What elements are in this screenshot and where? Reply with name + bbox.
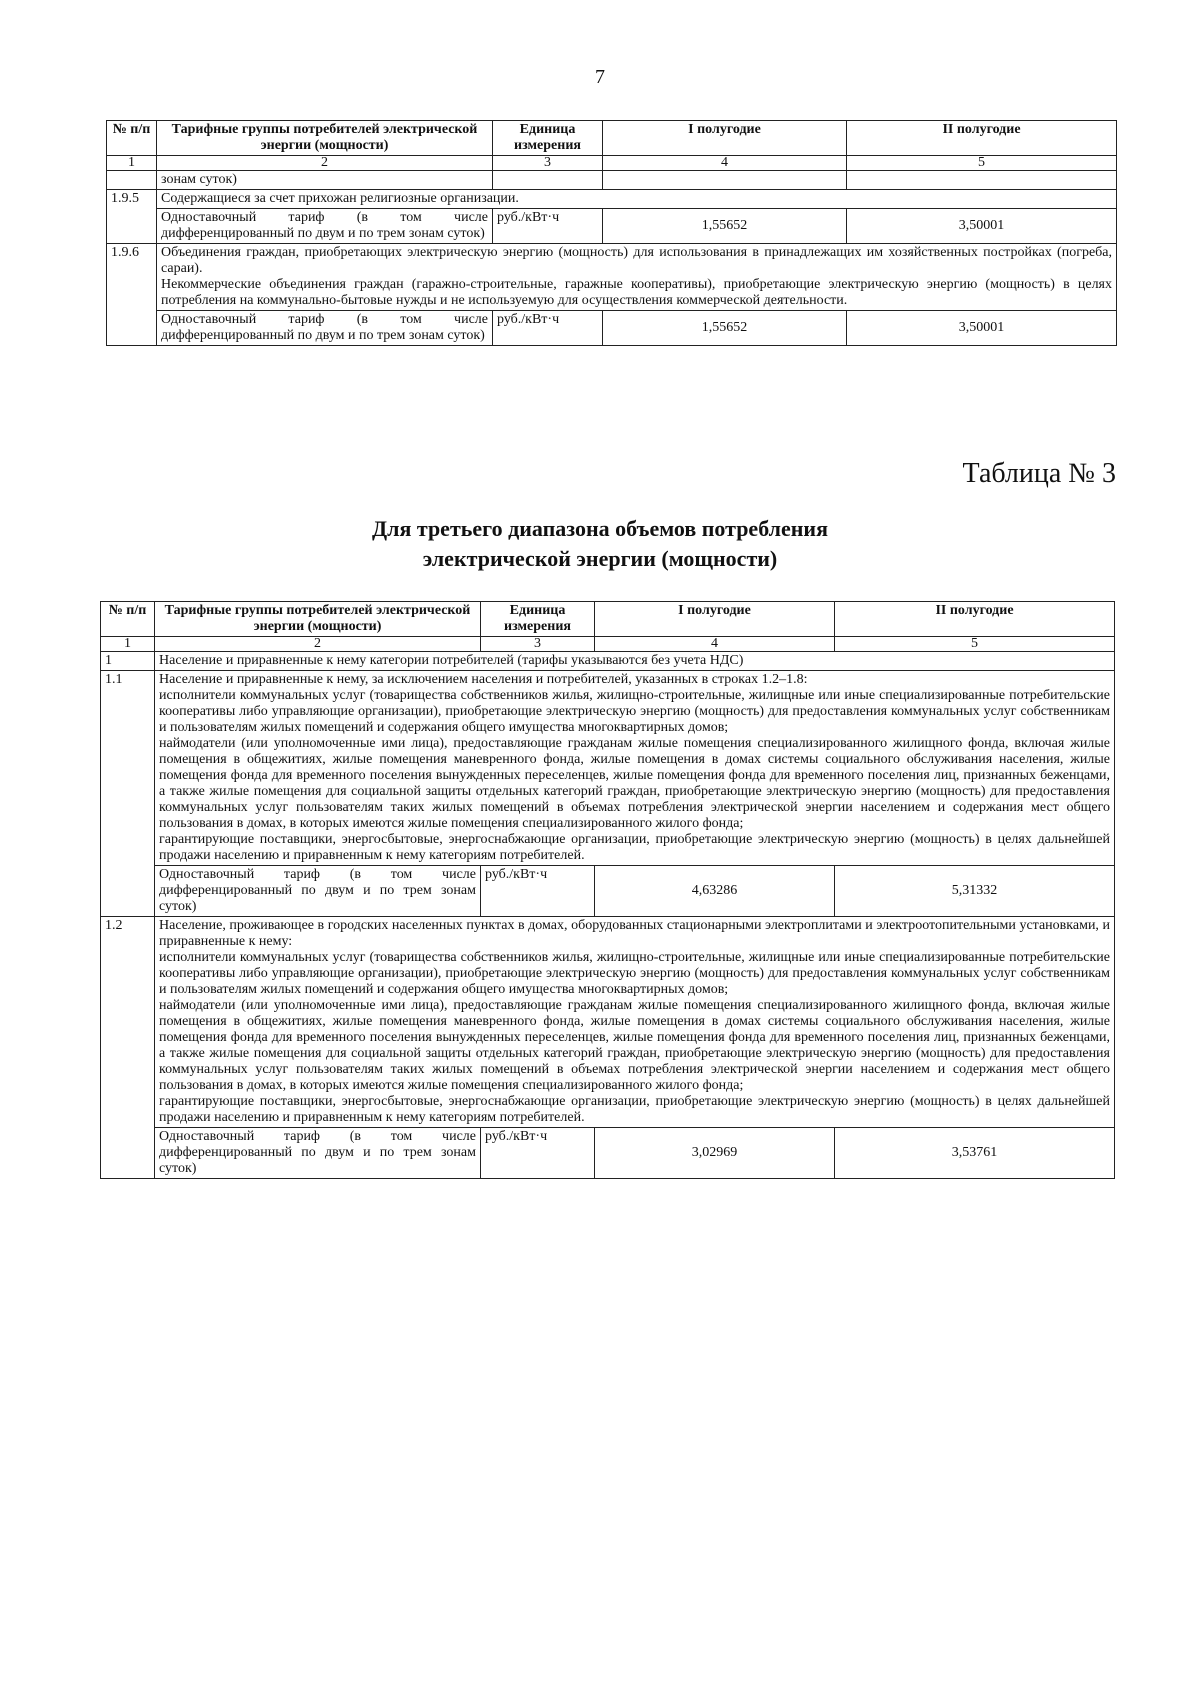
table-row	[107, 209, 1117, 244]
index-cell: 3	[493, 156, 603, 171]
unit-cell: руб./кВт·ч	[493, 311, 603, 346]
section-title: Население и приравненные к нему категории потребителей (тарифы указываются без учета НДС)	[155, 652, 1115, 671]
row-number: 1.2	[101, 917, 155, 1179]
heading-line: Для третьего диапазона объемов потребления	[371, 516, 829, 541]
tariff-h2: 3,50001	[847, 311, 1117, 346]
index-cell: 2	[157, 156, 493, 171]
index-row	[101, 637, 1115, 652]
index-cell: 5	[835, 637, 1115, 652]
header-row	[101, 602, 1115, 637]
row-number: 1	[101, 652, 155, 671]
tariff-table-3	[100, 601, 1115, 1179]
table-caption: Таблица № 3	[962, 458, 1116, 489]
table-row	[101, 917, 1115, 1128]
header-num: № п/п	[107, 121, 157, 156]
header-half1: I полугодие	[603, 121, 847, 156]
description-paragraph: Население и приравненные к нему, за исключением населения и потребителей, указанных в строках 1.2–1.8:	[159, 672, 808, 687]
row-number: 1.1	[101, 671, 155, 917]
heading-line: электрической энергии (мощности)	[422, 546, 778, 571]
index-cell: 4	[603, 156, 847, 171]
unit-cell: руб./кВт·ч	[481, 866, 595, 917]
tariff-h2: 3,50001	[847, 209, 1117, 244]
description-paragraph: наймодатели (или уполномоченные ими лица), предоставляющие гражданам жилые помещения специализированного жилищного фонда, включая жилые помещения в общежитиях, жилые помещения маневренного фонда, жилые помещения в домах системы социального обслуживания населения, жилые помещения фонда для временного поселения вынужденных переселенцев, жилые помещения фонда для временного поселения лиц, признанных беженцами, а также жилые помещения для социальной защиты отдельных категорий граждан, приобретающие электрическую энергию (мощность) для предоставления коммунальных услуг пользователям таких жилых помещений в объемах потребления электрической энергии населением и содержания мест общего пользования в домах, в которых имеются жилые помещения специализированного жилого фонда;	[159, 998, 1110, 1093]
tariff-description: Одноставочный тариф (в том числе дифференцированный по двум и по трем зонам суток)	[157, 209, 493, 244]
row-title-part: Объединения граждан, приобретающих электрическую энергию (мощность) для использования в принадлежащих им хозяйственных постройках (погреба, сараи).	[161, 245, 1112, 276]
table-row	[101, 866, 1115, 917]
header-half2: II полугодие	[835, 602, 1115, 637]
row-description	[155, 917, 1115, 1128]
tariff-description: Одноставочный тариф (в том числе дифференцированный по двум и по трем зонам суток)	[155, 866, 481, 917]
header-group: Тарифные группы потребителей электрической энергии (мощности)	[157, 121, 493, 156]
index-cell: 1	[107, 156, 157, 171]
description-paragraph: Население, проживающее в городских населенных пунктах в домах, оборудованных стационарными электроплитами и электроотопительными установками, и приравненные к нему:	[159, 918, 1110, 949]
description-paragraph: гарантирующие поставщики, энергосбытовые, энергоснабжающие организации, приобретающие электрическую энергию (мощность) в целях дальнейшей продажи населению и приравненным к нему категориям потребителей.	[159, 1094, 1110, 1125]
tariff-description: Одноставочный тариф (в том числе дифференцированный по двум и по трем зонам суток)	[157, 311, 493, 346]
table-row	[107, 190, 1117, 209]
tariff-description: Одноставочный тариф (в том числе дифференцированный по двум и по трем зонам суток)	[155, 1128, 481, 1179]
tariff-h1: 1,55652	[603, 311, 847, 346]
row-description	[155, 671, 1115, 866]
table-row	[101, 1128, 1115, 1179]
table-row	[101, 671, 1115, 866]
table-heading	[0, 514, 1200, 574]
header-group: Тарифные группы потребителей электрической энергии (мощности)	[155, 602, 481, 637]
section-row	[101, 652, 1115, 671]
index-cell: 1	[101, 637, 155, 652]
index-row	[107, 156, 1117, 171]
table-row	[107, 311, 1117, 346]
index-cell: 3	[481, 637, 595, 652]
header-half2: II полугодие	[847, 121, 1117, 156]
tariff-h1: 1,55652	[603, 209, 847, 244]
tariff-table-continuation	[106, 120, 1117, 346]
row-title: Содержащиеся за счет прихожан религиозные организации.	[157, 190, 1117, 209]
row-title-part: Некоммерческие объединения граждан (гаражно-строительные, гаражные кооперативы), приобретающие электрическую энергию (мощность) в целях потребления на коммунально-бытовые нужды и не используемую для осуществления коммерческой деятельности.	[161, 277, 1112, 308]
description-paragraph: исполнители коммунальных услуг (товарищества собственников жилья, жилищно-строительные, жилищные или иные специализированные потребительские кооперативы либо управляющие организации), приобретающие электрическую энергию (мощность) для предоставления коммунальных услуг собственникам и пользователям жилых помещений и содержания общего имущества многоквартирных домов;	[159, 950, 1110, 997]
page-number: 7	[595, 66, 605, 88]
table-row	[107, 244, 1117, 311]
index-cell: 2	[155, 637, 481, 652]
description-paragraph: гарантирующие поставщики, энергосбытовые, энергоснабжающие организации, приобретающие электрическую энергию (мощность) в целях дальнейшей продажи населению и приравненным к нему категориям потребителей.	[159, 832, 1110, 863]
table-row	[107, 171, 1117, 190]
tariff-h1: 3,02969	[595, 1128, 835, 1179]
index-cell: 4	[595, 637, 835, 652]
unit-cell: руб./кВт·ч	[493, 209, 603, 244]
description-paragraph: наймодатели (или уполномоченные ими лица), предоставляющие гражданам жилые помещения специализированного жилищного фонда, включая жилые помещения в общежитиях, жилые помещения маневренного фонда, жилые помещения в домах системы социального обслуживания населения, жилые помещения фонда для временного поселения вынужденных переселенцев, жилые помещения фонда для временного поселения лиц, признанных беженцами, а также жилые помещения для социальной защиты отдельных категорий граждан, приобретающие электрическую энергию (мощность) для предоставления коммунальных услуг пользователям таких жилых помещений в объемах потребления электрической энергии населением и содержания мест общего пользования в домах, в которых имеются жилые помещения специализированного жилого фонда;	[159, 736, 1110, 831]
description-paragraph: исполнители коммунальных услуг (товарищества собственников жилья, жилищно-строительные, жилищные или иные специализированные потребительские кооперативы либо управляющие организации), приобретающие электрическую энергию (мощность) для предоставления коммунальных услуг собственникам и пользователям жилых помещений и содержания общего имущества многоквартирных домов;	[159, 688, 1110, 735]
tariff-h2: 5,31332	[835, 866, 1115, 917]
header-half1: I полугодие	[595, 602, 835, 637]
unit-cell: руб./кВт·ч	[481, 1128, 595, 1179]
header-num: № п/п	[101, 602, 155, 637]
continuation-text: зонам суток)	[157, 171, 493, 190]
row-title	[157, 244, 1117, 311]
row-number: 1.9.5	[107, 190, 157, 244]
tariff-h1: 4,63286	[595, 866, 835, 917]
tariff-h2: 3,53761	[835, 1128, 1115, 1179]
header-unit: Единица измерения	[481, 602, 595, 637]
row-number: 1.9.6	[107, 244, 157, 346]
header-row	[107, 121, 1117, 156]
header-unit: Единица измерения	[493, 121, 603, 156]
index-cell: 5	[847, 156, 1117, 171]
